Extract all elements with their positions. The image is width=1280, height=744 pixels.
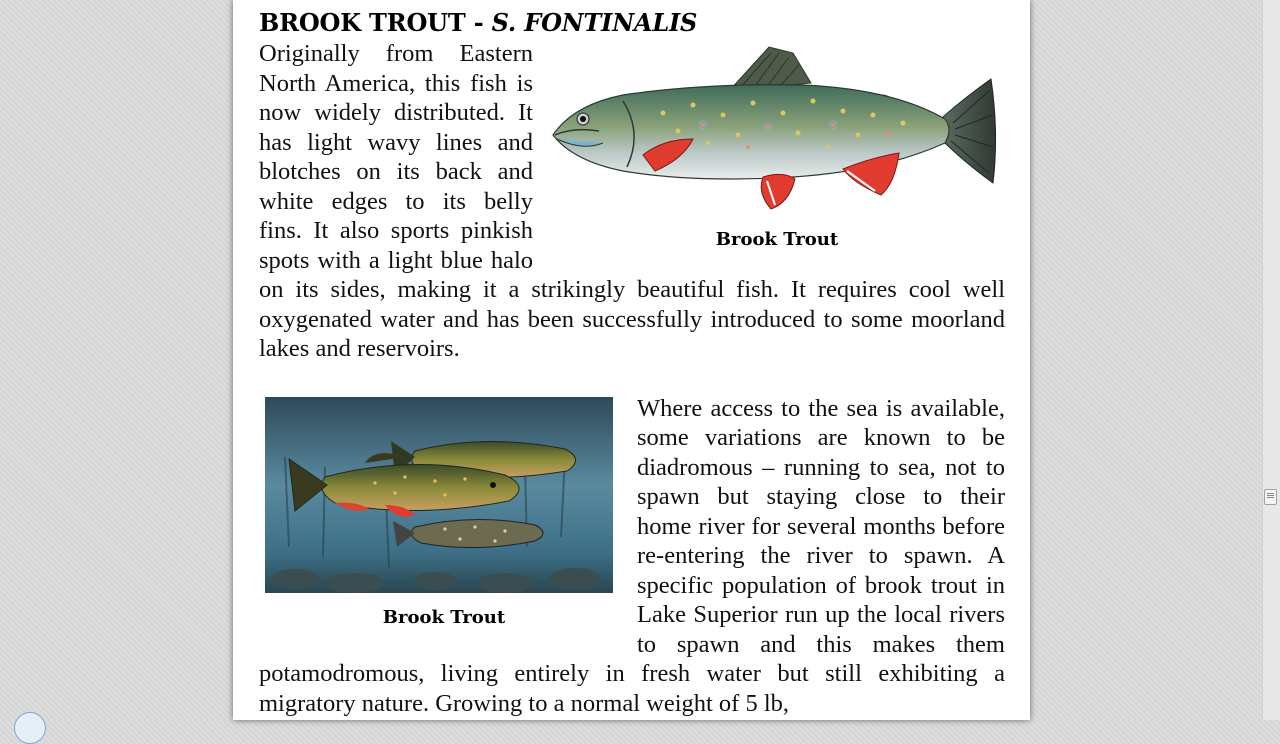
brook-trout-illustration [543,43,1011,223]
figure-brook-trout-illustration [543,43,1011,275]
scrollbar-thumb[interactable] [1264,489,1277,505]
section-title [259,6,1005,39]
paragraph-spacer [259,364,1005,394]
vertical-scrollbar[interactable] [1262,0,1280,720]
document-page [233,0,1030,720]
corner-button[interactable] [14,712,46,744]
figure1-caption: Brook Trout [715,229,839,250]
paragraph-1: Originally from Eastern North America, this fish is now widely distributed. It has light wavy lines and blotches on its back and white edges to its belly fins. It also sports pinkish spots with a light blue halo on its sides, making it a strikingly beautiful fish. It requires cool well oxygenated water and has been successfully introduced to some moorland lakes and reservoirs. [259,40,1005,362]
paragraph-2: Where access to the sea is available, some variations are known to be diadromous – running to sea, not to spawn but staying close to their home river for several months before re-entering the river to spawn. A specific population of brook trout in Lake Superior run up the local rivers to spawn and this makes them potamodromous, living entirely in fresh water but still exhibiting a migratory nature. Growing to a normal weight of 5 lb, [259,394,1005,717]
title-species-name: S. FONTINALIS [491,8,698,37]
brook-trout-underwater-photo [265,397,613,593]
figure2-caption: Brook Trout [382,606,506,628]
figure-brook-trout-photo [265,397,623,655]
title-common-name: BROOK TROUT - [259,8,492,37]
page-content [259,0,1005,718]
